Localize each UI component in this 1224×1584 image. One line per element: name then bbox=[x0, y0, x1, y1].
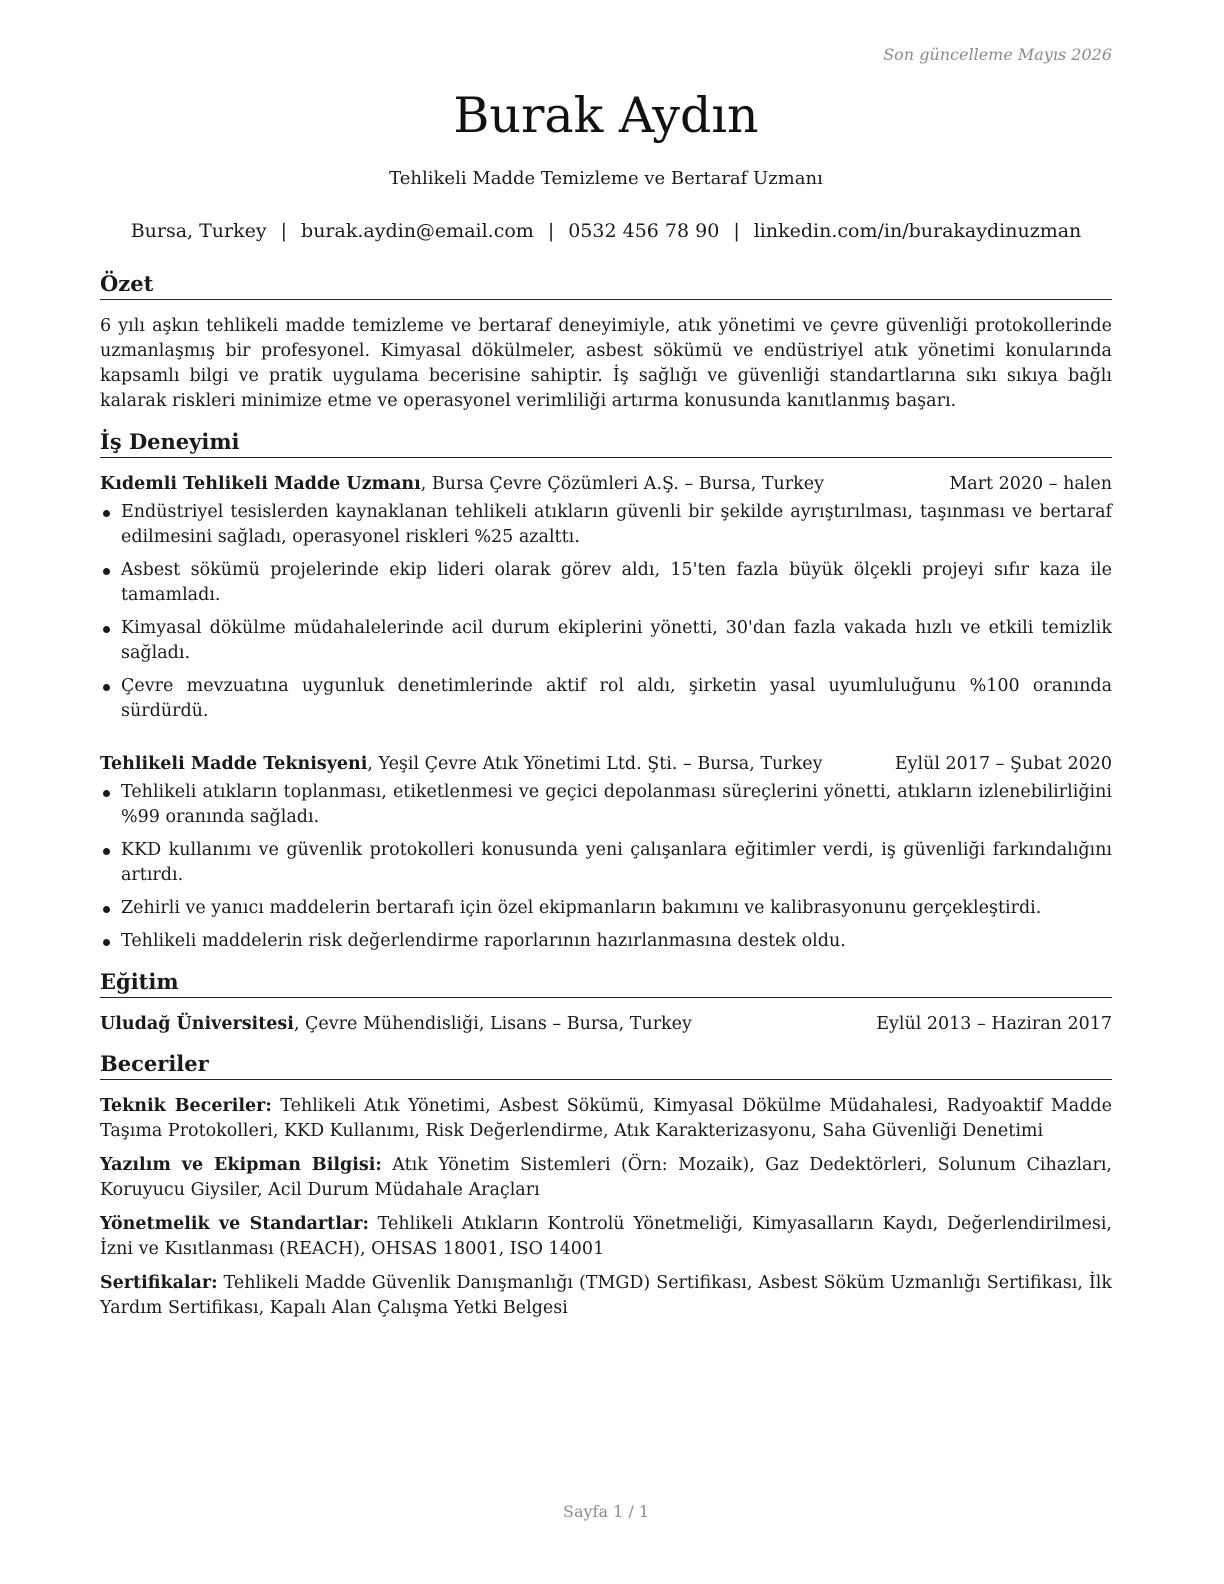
job-entry bbox=[100, 752, 1112, 954]
job-bullet-text: Kimyasal dökülme müdahalelerinde acil durum ekiplerini yönetti, 30'dan fazla vakada hızlı ve etkili temizlik sağladı. bbox=[121, 618, 1112, 663]
job-bullet-text: Tehlikeli atıkların toplanması, etiketlenmesi ve geçici depolanması süreçlerini yönetti, atıkların izlenebilirliğini %99 oranında sağladı. bbox=[121, 782, 1112, 827]
contact-separator: | bbox=[733, 220, 740, 242]
skill-group-text: Atık Yönetim Sistemleri (Örn: Mozaik), Gaz Dedektörleri, Solunum Cihazları, Koruyucu Giysiler, Acil Durum Müdahale Araçları bbox=[100, 1155, 1112, 1200]
contact-linkedin[interactable]: linkedin.com/in/burakaydinuzman bbox=[753, 220, 1082, 242]
candidate-name: Burak Aydın bbox=[453, 87, 759, 144]
resume-page bbox=[100, 0, 1112, 1584]
bullet-icon bbox=[103, 848, 110, 855]
education-dates: Eylül 2013 – Haziran 2017 bbox=[876, 1014, 1112, 1034]
skill-group-text: Tehlikeli Atıkların Kontrolü Yönetmeliği, Kimyasalların Kaydı, Değerlendirilmesi, İzni ve Kısıtlanması (REACH), OHSAS 18001, ISO 14001 bbox=[100, 1214, 1112, 1259]
last-updated: Son güncelleme Mayıs 2026 bbox=[883, 45, 1112, 64]
education-entry bbox=[100, 1012, 1112, 1036]
education-heading: Eğitim bbox=[100, 968, 1112, 998]
skill-group-label: Teknik Beceriler: bbox=[100, 1096, 272, 1116]
bullet-icon bbox=[103, 790, 110, 797]
skill-group bbox=[100, 1094, 1112, 1144]
skill-group-text: Tehlikeli Atık Yönetimi, Asbest Sökümü, Kimyasal Dökülme Müdahalesi, Radyoaktif Madde Taşıma Protokolleri, KKD Kullanımı, Risk Değerlendirme, Atık Karakterizasyonu, Saha Güvenliği Denetimi bbox=[100, 1096, 1112, 1141]
job-dates: Mart 2020 – halen bbox=[949, 474, 1112, 494]
skill-group-label: Yönetmelik ve Standartlar: bbox=[100, 1214, 369, 1234]
job-bullet-text: KKD kullanımı ve güvenlik protokolleri konusunda yeni çalışanlara eğitimler verdi, iş güvenliği farkındalığını artırdı. bbox=[121, 840, 1112, 885]
job-entry bbox=[100, 472, 1112, 724]
contact-line bbox=[100, 219, 1112, 243]
bullet-icon bbox=[103, 684, 110, 691]
job-dates: Eylül 2017 – Şubat 2020 bbox=[894, 754, 1112, 774]
job-bullet bbox=[100, 896, 1112, 921]
job-bullet-text: Çevre mevzuatına uygunluk denetimlerinde aktif rol aldı, şirketin yasal uyumluluğunu %100 oranında sürdürdü. bbox=[121, 676, 1112, 721]
bullet-icon bbox=[103, 568, 110, 575]
skill-group bbox=[100, 1271, 1112, 1321]
contact-separator: | bbox=[547, 220, 555, 242]
job-header bbox=[100, 472, 1112, 496]
job-bullet bbox=[100, 674, 1112, 724]
experience-section bbox=[100, 428, 1112, 954]
summary-heading: Özet bbox=[100, 270, 1112, 300]
job-title-line bbox=[100, 472, 824, 496]
summary-text: 6 yılı aşkın tehlikeli madde temizleme ve bertaraf deneyimiyle, atık yönetimi ve çevre güvenliği protokollerinde uzmanlaşmış bir profesyonel. Kimyasal dökülmeler, asbest sökümü ve endüstriyel atık yönetimi konularında kapsamlı bilgi ve pratik uygulama becerisine sahiptir. İş sağlığı ve güvenliği standartlarına sıkı sıkıya bağlı kalarak riskleri minimize etme ve operasyonel verimliliği artırma konusunda kanıtlanmış başarı. bbox=[100, 316, 1112, 411]
job-bullet bbox=[100, 500, 1112, 550]
job-bullet bbox=[100, 929, 1112, 954]
bullet-icon bbox=[103, 510, 110, 517]
bullet-icon bbox=[103, 906, 110, 913]
job-company: , Yeşil Çevre Atık Yönetimi Ltd. Şti. – Bursa, Turkey bbox=[367, 754, 823, 774]
summary-section bbox=[100, 270, 1112, 414]
job-bullet bbox=[100, 838, 1112, 888]
contact-phone: 0532 456 78 90 bbox=[568, 220, 720, 242]
skill-group-label: Yazılım ve Ekipman Bilgisi: bbox=[100, 1155, 382, 1175]
job-bullet bbox=[100, 780, 1112, 830]
experience-heading: İş Deneyimi bbox=[100, 428, 1112, 458]
job-company: , Bursa Çevre Çözümleri A.Ş. – Bursa, Turkey bbox=[420, 474, 824, 494]
skill-group bbox=[100, 1212, 1112, 1262]
job-title-line bbox=[100, 752, 823, 776]
resume-content bbox=[100, 270, 1112, 1321]
contact-email[interactable]: burak.aydin@email.com bbox=[301, 220, 534, 242]
skill-group-label: Sertifikalar: bbox=[100, 1273, 218, 1293]
job-role: Tehlikeli Madde Teknisyeni bbox=[100, 754, 368, 774]
contact-location: Bursa, Turkey bbox=[130, 220, 267, 242]
job-bullet bbox=[100, 558, 1112, 608]
page-number: Sayfa 1 / 1 bbox=[562, 1502, 649, 1521]
skills-heading: Beceriler bbox=[100, 1050, 1112, 1080]
job-bullet-text: Zehirli ve yanıcı maddelerin bertarafı için özel ekipmanların bakımını ve kalibrasyonunu gerçekleştirdi. bbox=[121, 898, 1042, 918]
job-bullet bbox=[100, 616, 1112, 666]
job-header bbox=[100, 752, 1112, 776]
job-bullets bbox=[100, 500, 1112, 724]
job-bullet-text: Asbest sökümü projelerinde ekip lideri olarak görev aldı, 15'ten fazla büyük ölçekli projeyi sıfır kaza ile tamamladı. bbox=[121, 560, 1112, 605]
skills-section bbox=[100, 1050, 1112, 1321]
job-bullets bbox=[100, 780, 1112, 954]
skill-group-text: Tehlikeli Madde Güvenlik Danışmanlığı (TMGD) Sertifikası, Asbest Söküm Uzmanlığı Sertifikası, İlk Yardım Sertifikası, Kapalı Alan Çalışma Yetki Belgesi bbox=[100, 1273, 1112, 1318]
bullet-icon bbox=[103, 626, 110, 633]
candidate-title: Tehlikeli Madde Temizleme ve Bertaraf Uzmanı bbox=[389, 168, 823, 189]
education-section bbox=[100, 968, 1112, 1036]
job-bullet-text: Endüstriyel tesislerden kaynaklanan tehlikeli atıkların güvenli bir şekilde ayrıştırılması, taşınması ve bertaraf edilmesini sağladı, operasyonel riskleri %25 azalttı. bbox=[121, 502, 1112, 547]
job-bullet-text: Tehlikeli maddelerin risk değerlendirme raporlarının hazırlanmasına destek oldu. bbox=[121, 931, 846, 951]
job-role: Kıdemli Tehlikeli Madde Uzmanı bbox=[100, 474, 421, 494]
education-school: Uludağ Üniversitesi bbox=[100, 1014, 294, 1034]
contact-separator: | bbox=[280, 220, 288, 242]
education-details: , Çevre Mühendisliği, Lisans – Bursa, Turkey bbox=[293, 1014, 692, 1034]
education-line bbox=[100, 1012, 692, 1036]
bullet-icon bbox=[103, 939, 110, 946]
skill-group bbox=[100, 1153, 1112, 1203]
